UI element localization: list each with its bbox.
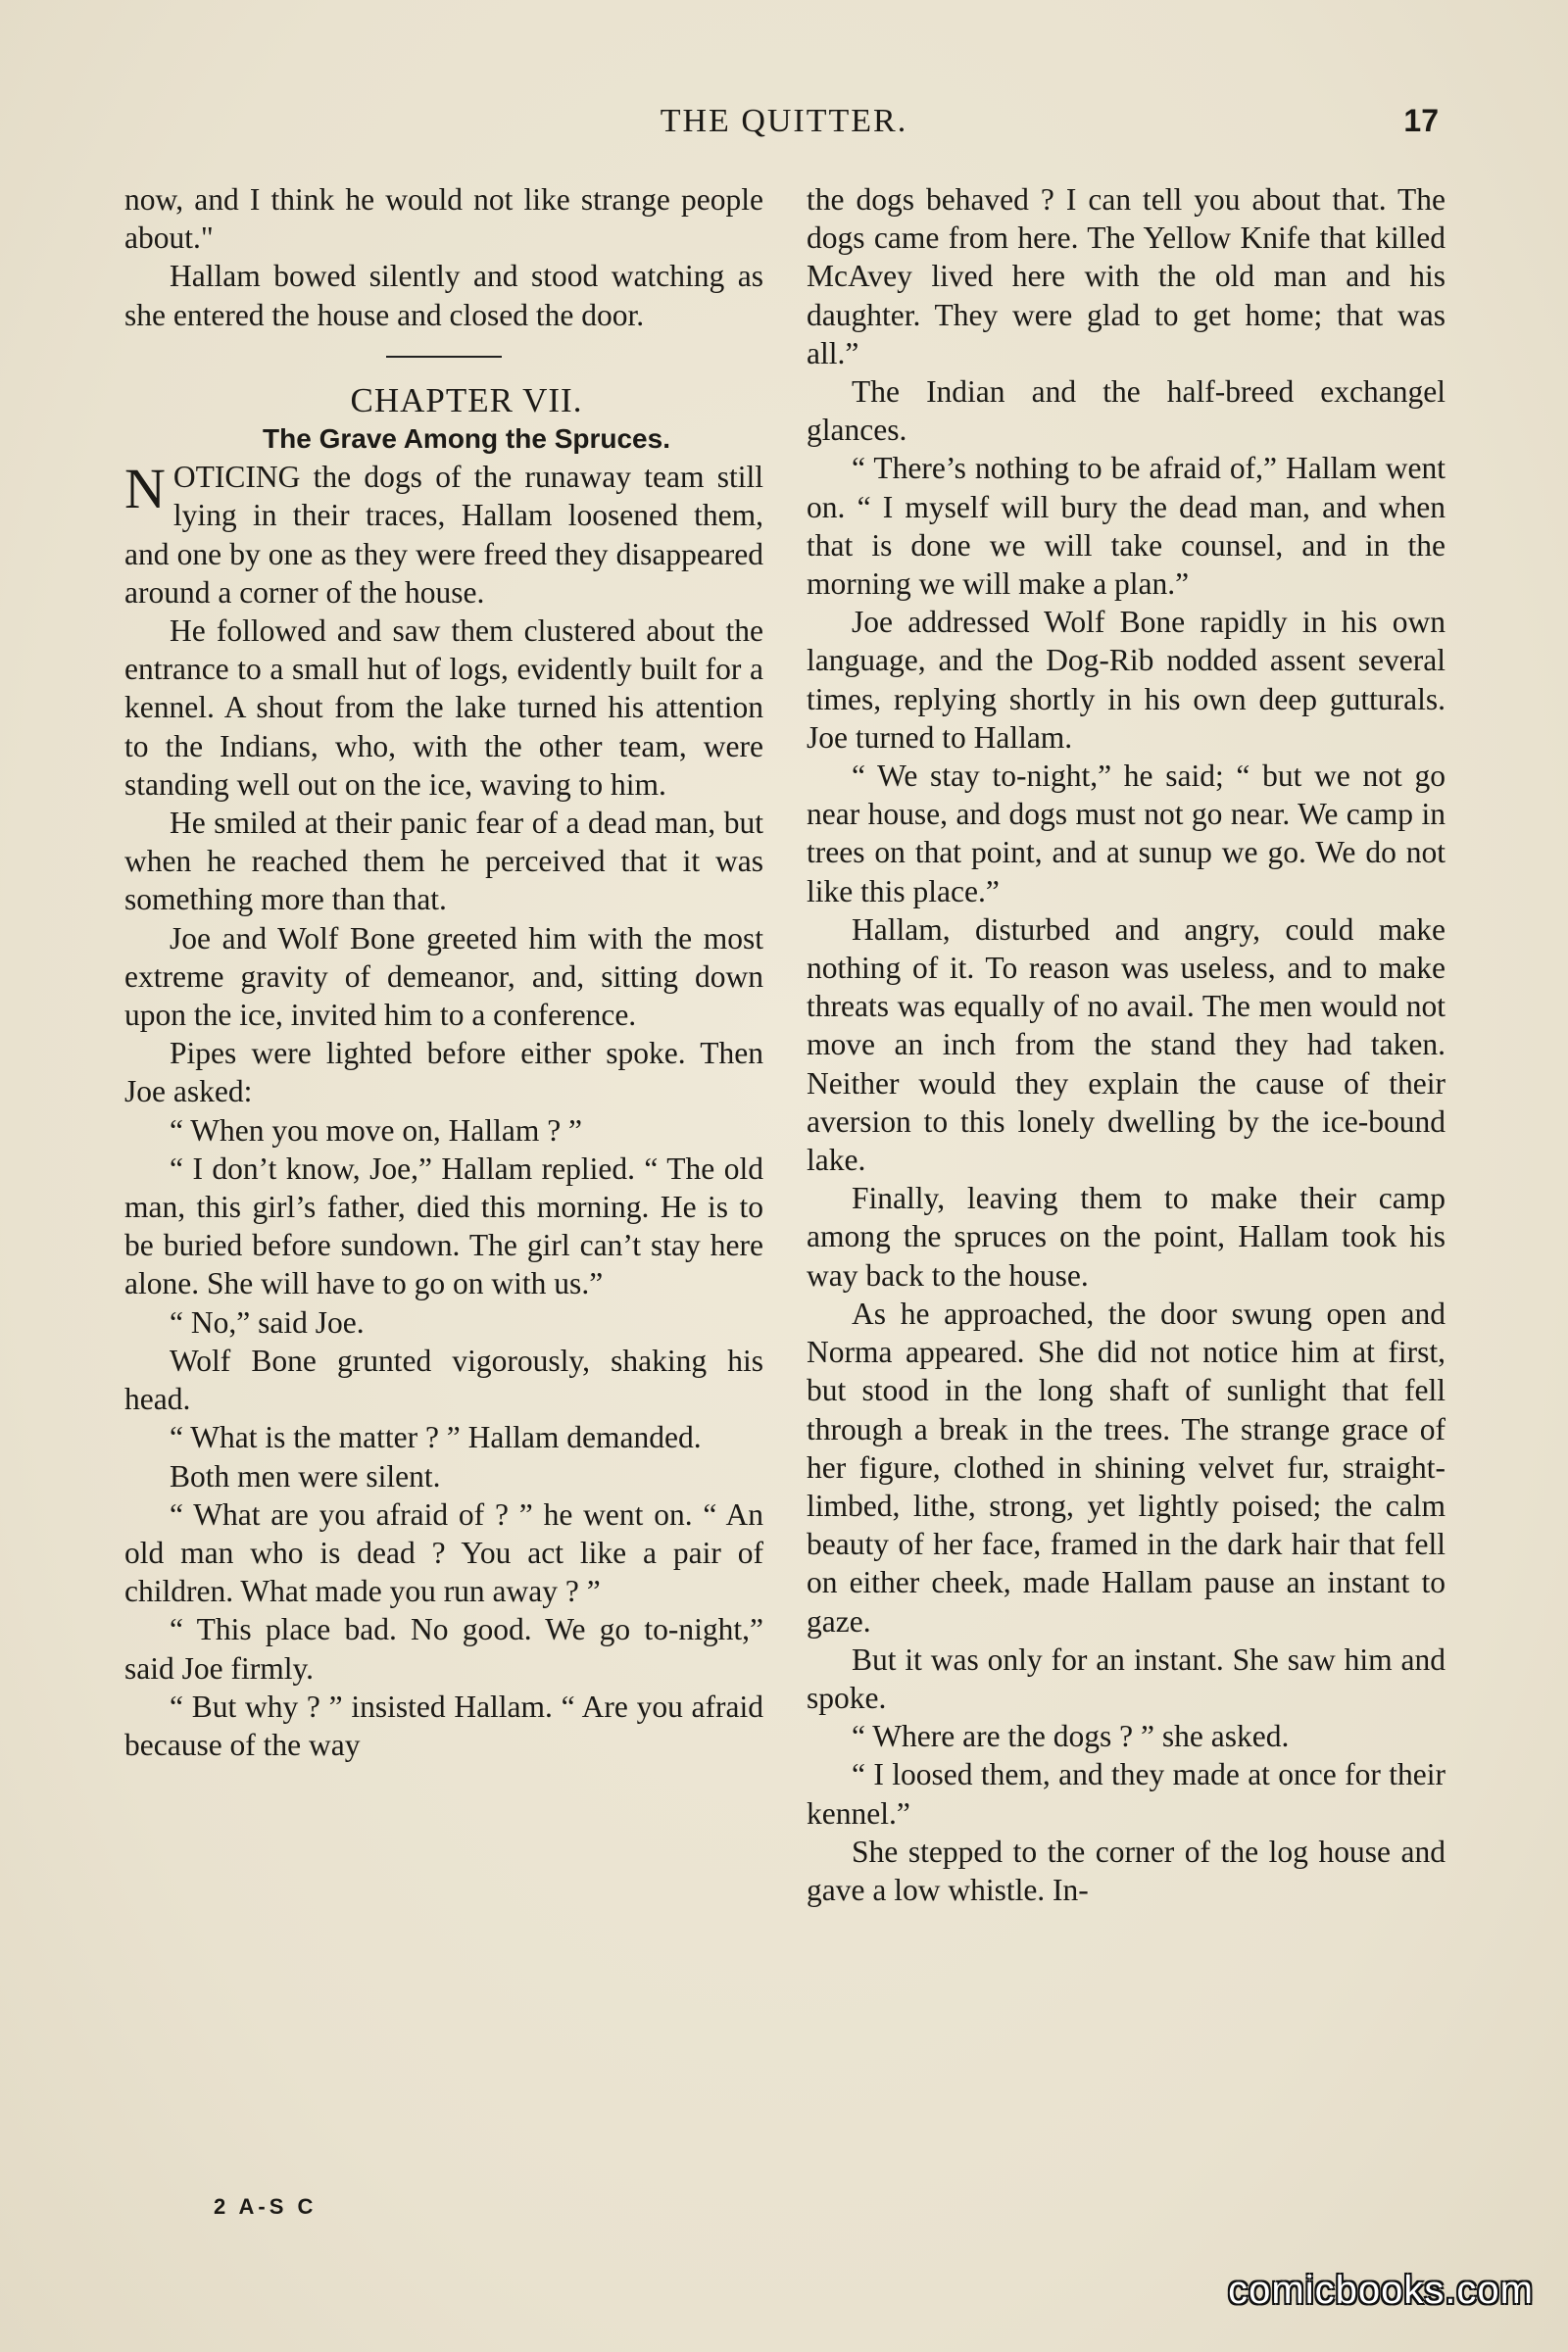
site-watermark: comicbooks.com: [1228, 2269, 1534, 2312]
paragraph: “ This place bad. No good. We go to-night,” said Joe firmly.: [124, 1612, 763, 1686]
paragraph: Both men were silent.: [170, 1458, 441, 1494]
paragraph: “ But why ? ” insisted Hallam. “ Are you afraid because of the way: [124, 1689, 763, 1762]
paragraph: She stepped to the corner of the log house and gave a low whistle. In-: [807, 1834, 1446, 1907]
paragraph: The Indian and the half-breed exchangel glances.: [807, 374, 1446, 448]
page-number: 17: [1403, 103, 1439, 138]
paragraph: Finally, leaving them to make their camp among the spruces on the point, Hallam took his way back to the house.: [807, 1181, 1446, 1293]
paragraph: “ What are you afraid of ? ” he went on. “ An old man who is dead ? You act like a pair of children. What made you run away ? ”: [124, 1496, 763, 1609]
section-divider: [386, 356, 502, 358]
paragraph: “ When you move on, Hallam ? ”: [170, 1112, 583, 1148]
opening-paragraph-text: OTICING the dogs of the runaway team still lying in their traces, Hallam loosened them, and one by one as they were freed they disappeared around a corner of the house.: [124, 460, 763, 610]
paragraph: But it was only for an instant. She saw him and spoke.: [807, 1642, 1446, 1715]
paragraph: He followed and saw them clustered about the entrance to a small hut of logs, evidently built for a kennel. A shout from the lake turned his attention to the Indians, who, with the other team, were standing well out on the ice, waving to him.: [124, 613, 763, 802]
paragraph: “ I loosed them, and they made at once for their kennel.”: [807, 1757, 1446, 1831]
printer-signature-mark: 2 A-S C: [214, 2194, 318, 2219]
paragraph: As he approached, the door swung open and Norma appeared. She did not notice him at first, but stood in the long shaft of sunlight that fell through a break in the trees. The strange grace of her figure, clothed in shining velvet fur, straight-limbed, lithe, strong, yet lightly poised; the calm beauty of her face, framed in the dark hair that fell on either cheek, made Hallam pause an instant to gaze.: [807, 1296, 1446, 1639]
chapter-heading: CHAPTER VII.: [350, 380, 583, 419]
paragraph: Hallam, disturbed and angry, could make nothing of it. To reason was useless, and to make threats was equally of no avail. The men would not move an inch from the stand they had taken. Neither would they explain the cause of their aversion to this lonely dwelling by the ice-bound lake.: [807, 911, 1446, 1178]
paragraph: “ There’s nothing to be afraid of,” Hallam went on. “ I myself will bury the dead man, and when that is done we will take counsel, and in the morning we will make a plan.”: [807, 451, 1446, 602]
chapter-subtitle: The Grave Among the Spruces.: [263, 423, 670, 455]
paragraph: “ What is the matter ? ” Hallam demanded.: [170, 1420, 702, 1455]
right-column: [807, 180, 1446, 1909]
paragraph: the dogs behaved ? I can tell you about that. The dogs came from here. The Yellow Knife that killed McAvey lived here with the old man and his daughter. They were glad to get home; that was all.”: [807, 182, 1446, 370]
running-header: [0, 103, 1568, 152]
paragraph: He smiled at their panic fear of a dead man, but when he reached them he perceived that it was something more than that.: [124, 806, 763, 917]
paragraph: Wolf Bone grunted vigorously, shaking his head.: [124, 1343, 763, 1417]
paragraph: Hallam bowed silently and stood watching as she entered the house and closed the door.: [124, 259, 763, 332]
paragraph: “ I don’t know, Joe,” Hallam replied. “ The old man, this girl’s father, died this morning. He is to be buried before sundown. The girl can’t stay here alone. She will have to go on with us.”: [124, 1151, 763, 1301]
paragraph: “ We stay to-night,” he said; “ but we not go near house, and dogs must not go near. We camp in trees on that point, and at sunup we go. We do not like this place.”: [807, 759, 1446, 908]
left-column: [124, 180, 763, 1764]
running-title: THE QUITTER.: [660, 103, 908, 139]
paragraph: “ Where are the dogs ? ” she asked.: [852, 1719, 1290, 1754]
drop-cap: N: [124, 457, 166, 521]
paragraph: Joe addressed Wolf Bone rapidly in his own language, and the Dog-Rib nodded assent several times, replying shortly in his own deep gutturals. Joe turned to Hallam.: [807, 605, 1446, 755]
paragraph: Joe and Wolf Bone greeted him with the most extreme gravity of demeanor, and, sitting down upon the ice, invited him to a conference.: [124, 920, 763, 1033]
opening-paragraph: [124, 458, 763, 612]
paragraph: now, and I think he would not like strange people about.": [124, 182, 763, 256]
paragraph: “ No,” said Joe.: [170, 1304, 365, 1340]
paragraph: Pipes were lighted before either spoke. Then Joe asked:: [124, 1036, 763, 1109]
